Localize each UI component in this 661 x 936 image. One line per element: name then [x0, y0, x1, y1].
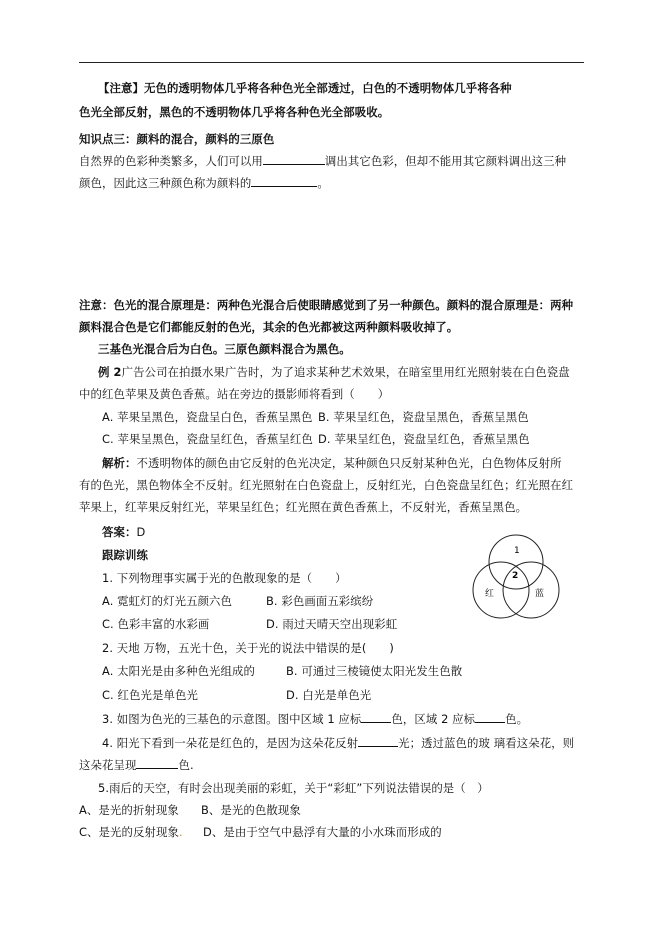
q2-option-a: A. 太阳光是由多种色光组成的	[102, 664, 256, 678]
note-line-1: 【注意】无色的透明物体几乎将各种色光全部透过，白色的不透明物体几乎将各种	[98, 81, 512, 95]
blank-line	[136, 757, 178, 769]
analysis-line-2: 有的色光，黑色物体全不反射。红光照射在白色瓷盘上，反射红光，白色瓷盘呈红色；红光照在红	[79, 478, 574, 492]
q1-option-c: C. 色彩丰富的水彩画	[102, 617, 210, 631]
q5-option-d: D、是由于空气中悬浮有大量的小水珠而形成的	[203, 825, 442, 839]
header-rule	[79, 62, 584, 63]
venn-label-2: 2	[512, 571, 519, 581]
q5-option-c: C、是光的反射现象.	[79, 825, 183, 839]
q5-option-a: A、是光的折射现象	[79, 803, 179, 817]
practice-heading: 跟踪训练	[102, 548, 148, 562]
note2-line-3: 三基色光混合后为白色。三原色颜料混合为黑色。	[98, 342, 351, 356]
blank-line	[358, 735, 398, 747]
example-line-2: 中的红色苹果及黄色香蕉。站在旁边的摄影师将看到（ ）	[79, 387, 390, 401]
color-venn-diagram	[471, 533, 561, 625]
paragraph-line: 自然界的色彩种类繁多，人们可以用 调出其它色彩，但却不能用其它颜料调出这三种	[79, 154, 567, 168]
answer-line: 答案：D	[102, 525, 146, 539]
analysis-line-3: 苹果上，红苹果反射红光，苹果呈红色；红光照在黄色香蕉上，不反射光，香蕉呈黑色。	[79, 500, 528, 514]
option-a: A. 苹果呈黑色，瓷盘呈白色，香蕉呈黑色	[102, 410, 313, 424]
note2-line-2: 颜料混合色是它们都能反射的色光，其余的色光都被这两种颜料吸收掉了。	[79, 320, 459, 334]
venn-circle-left	[473, 562, 529, 618]
example-line-1: 例 2广告公司在拍摄水果广告时，为了追求某种艺术效果，在暗室里用红光照射装在白色瓷盘	[98, 365, 570, 379]
q1-option-a: A. 霓虹灯的灯光五颜六色	[102, 594, 233, 608]
blank-line	[361, 711, 391, 723]
paragraph-line: 颜色，因此这三种颜色称为颜料的 。	[79, 176, 329, 190]
venn-label-red: 红	[485, 589, 495, 599]
q2-option-c: C. 红色光是单色光	[102, 688, 198, 702]
section-heading-3: 知识点三：颜料的混合，颜料的三原色	[79, 132, 275, 146]
venn-label-blue: 蓝	[535, 589, 545, 599]
q1-option-d: D. 雨过天晴天空出现彩虹	[266, 617, 398, 631]
q1-option-b: B. 彩色画面五彩缤纷	[266, 594, 374, 608]
option-c: C. 苹果呈黑色，瓷盘呈红色，香蕉呈红色	[102, 432, 313, 446]
q2-option-b: B. 可通过三棱镜使太阳光发生色散	[286, 664, 463, 678]
question-1: 1. 下列物理事实属于光的色散现象的是（ ）	[102, 571, 347, 585]
question-3: 3. 如图为色光的三基色的示意图。图中区域 1 应标 色，区域 2 应标 色。	[102, 712, 529, 726]
q5-option-b: B、是光的色散现象	[201, 803, 301, 817]
q2-option-d: D. 白光是单色光	[286, 688, 372, 702]
blank-line	[475, 711, 505, 723]
note2-line-1: 注意：色光的混合原理是：两种色光混合后使眼睛感觉到了另一种颜色。颜料的混合原理是：两种	[79, 298, 574, 312]
question-4-cont: 这朵花呈现 色.	[79, 758, 194, 772]
question-5: 5.雨后的天空，有时会出现美丽的彩虹，关于“彩虹”下列说法错误的是（ ）	[98, 781, 489, 795]
question-4: 4. 阳光下看到一朵花是红色的，是因为这朵花反射 光；透过蓝色的玻 璃看这朵花，则	[102, 736, 575, 750]
blank-line	[263, 153, 325, 165]
analysis-line-1: 解析：不透明物体的颜色由它反射的色光决定，某种颜色只反射某种色光，白色物体反射所	[102, 456, 562, 470]
blank-line	[251, 175, 317, 187]
venn-label-1: 1	[514, 546, 520, 556]
note-line-2: 色光全部反射，黑色的不透明物体几乎将各种色光全部吸收。	[79, 105, 390, 119]
question-2: 2. 天地 万物，五光十色，关于光的说法中错误的是( )	[102, 641, 394, 655]
option-d: D. 苹果呈红色，瓷盘呈红色，香蕉呈黑色	[318, 432, 530, 446]
option-b: B. 苹果呈红色，瓷盘呈黑色，香蕉呈黑色	[318, 410, 529, 424]
